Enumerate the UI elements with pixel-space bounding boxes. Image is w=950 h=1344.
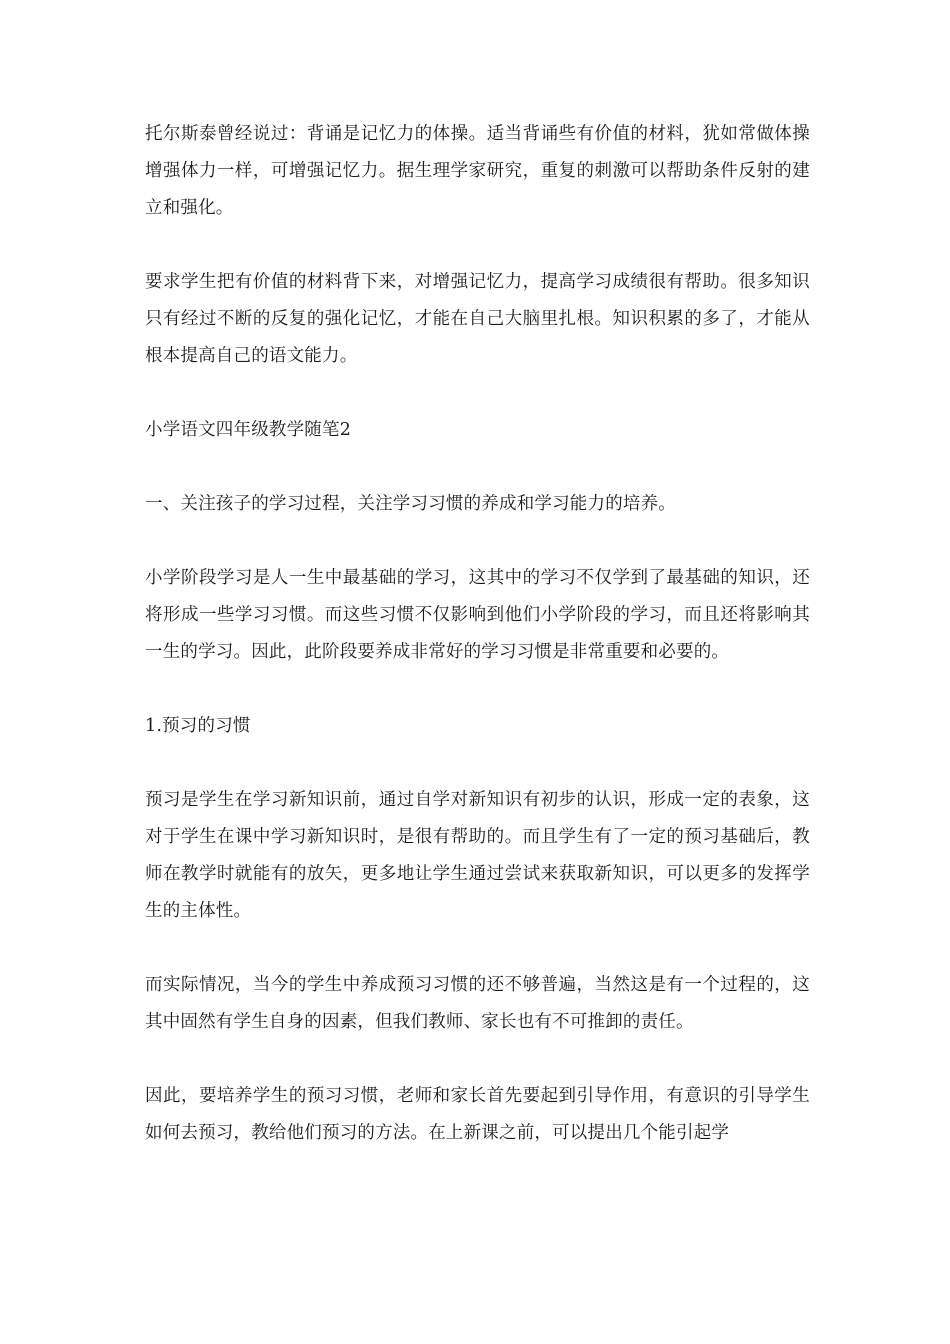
paragraph-cultivate-habit: 因此，要培养学生的预习习惯，老师和家长首先要起到引导作用，有意识的引导学生如何去预习，教给他们预习的方法。在上新课之前，可以提出几个能引起学 — [145, 1086, 810, 1143]
subheading-preview-habit: 1.预习的习惯 — [145, 716, 251, 736]
paragraph-memory-recitation: 托尔斯泰曾经说过：背诵是记忆力的体操。适当背诵些有价值的材料，犹如常做体操增强体力一样，可增强记忆力。据生理学家研究，重复的刺激可以帮助条件反射的建立和强化。 — [145, 124, 810, 218]
paragraph-primary-stage: 小学阶段学习是人一生中最基础的学习，这其中的学习不仅学到了最基础的知识，还将形成一些学习习惯。而这些习惯不仅影响到他们小学阶段的学习，而且还将影响其一生的学习。因此，此阶段要养成非常好的学习习惯是非常重要和必要的。 — [145, 568, 810, 662]
paragraph-memorize-materials: 要求学生把有价值的材料背下来，对增强记忆力，提高学习成绩很有帮助。很多知识只有经过不断的反复的强化记忆，才能在自己大脑里扎根。知识积累的多了，才能从根本提高自己的语文能力。 — [145, 272, 810, 366]
paragraph-actual-situation: 而实际情况，当今的学生中养成预习习惯的还不够普遍，当然这是有一个过程的，这其中固然有学生自身的因素，但我们教师、家长也有不可推卸的责任。 — [145, 975, 810, 1032]
paragraph-preview-definition: 预习是学生在学习新知识前，通过自学对新知识有初步的认识，形成一定的表象，这对于学生在课中学习新知识时，是很有帮助的。而且学生有了一定的预习基础后，教师在教学时就能有的放矢，更多地让学生通过尝试来获取新知识，可以更多的发挥学生的主体性。 — [145, 790, 810, 921]
section-title: 小学语文四年级教学随笔2 — [145, 420, 352, 440]
section-heading-one: 一、关注孩子的学习过程，关注学习习惯的养成和学习能力的培养。 — [145, 494, 676, 514]
document-body — [145, 116, 810, 1189]
